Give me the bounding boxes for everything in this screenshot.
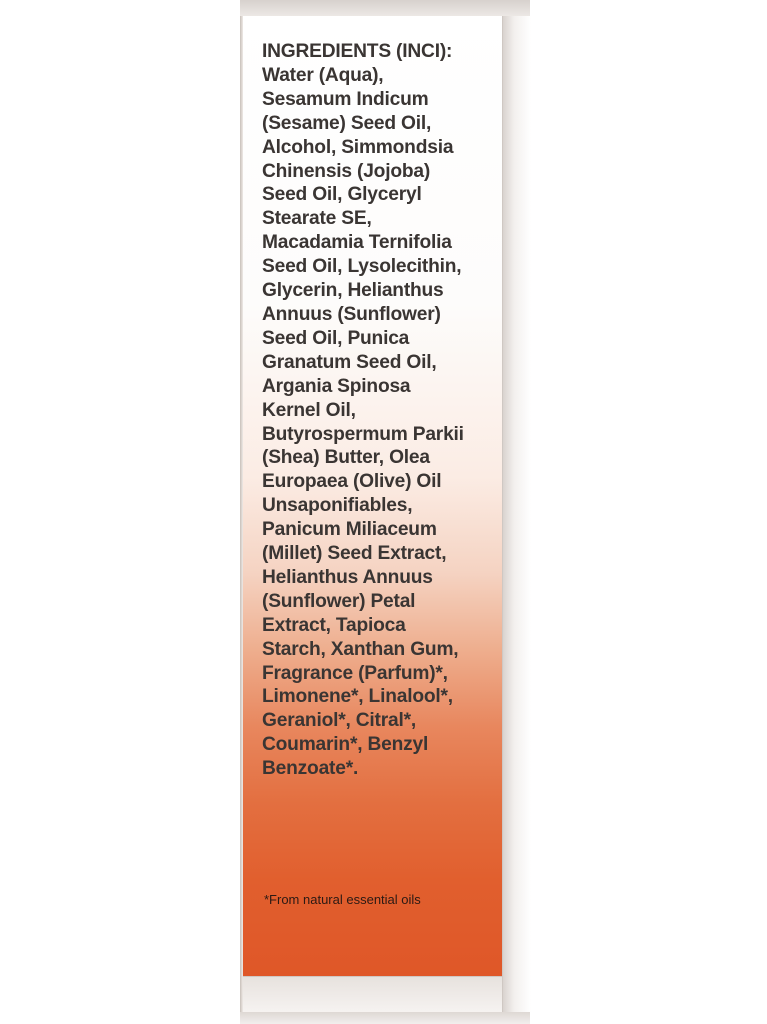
box-top-face xyxy=(240,0,530,17)
ingredients-list: Water (Aqua), Sesamum Indicum (Sesame) Seed Oil, Alcohol, Simmondsia Chinensis (Jojoba) Seed Oil, Glyceryl Stearate SE, Macadamia Ternifolia Seed Oil, Lysolecithin, Glycerin, Helianthus Annuus (Sunflower) Seed Oil, Punica Granatum Seed Oil, Argania Spinosa Kernel Oil, Butyrospermum Parkii (Shea) Butter, Olea Europaea (Olive) Oil Unsaponifiables, Panicum Miliaceum (Millet) Seed Extract, Helianthus Annuus (Sunflower) Petal Extract, Tapioca Starch, Xanthan Gum, Fragrance (Parfum)*, Limonene*, Linalool*, Geraniol*, Citral*, Coumarin*, Benzyl Benzoate*. xyxy=(262,64,464,780)
essential-oils-footnote: *From natural essential oils xyxy=(264,892,421,907)
ingredients-label xyxy=(262,40,512,781)
ingredients-heading: INGREDIENTS (INCI): xyxy=(262,41,453,62)
box-bottom-flap xyxy=(243,976,502,1013)
box-base xyxy=(240,1012,530,1024)
